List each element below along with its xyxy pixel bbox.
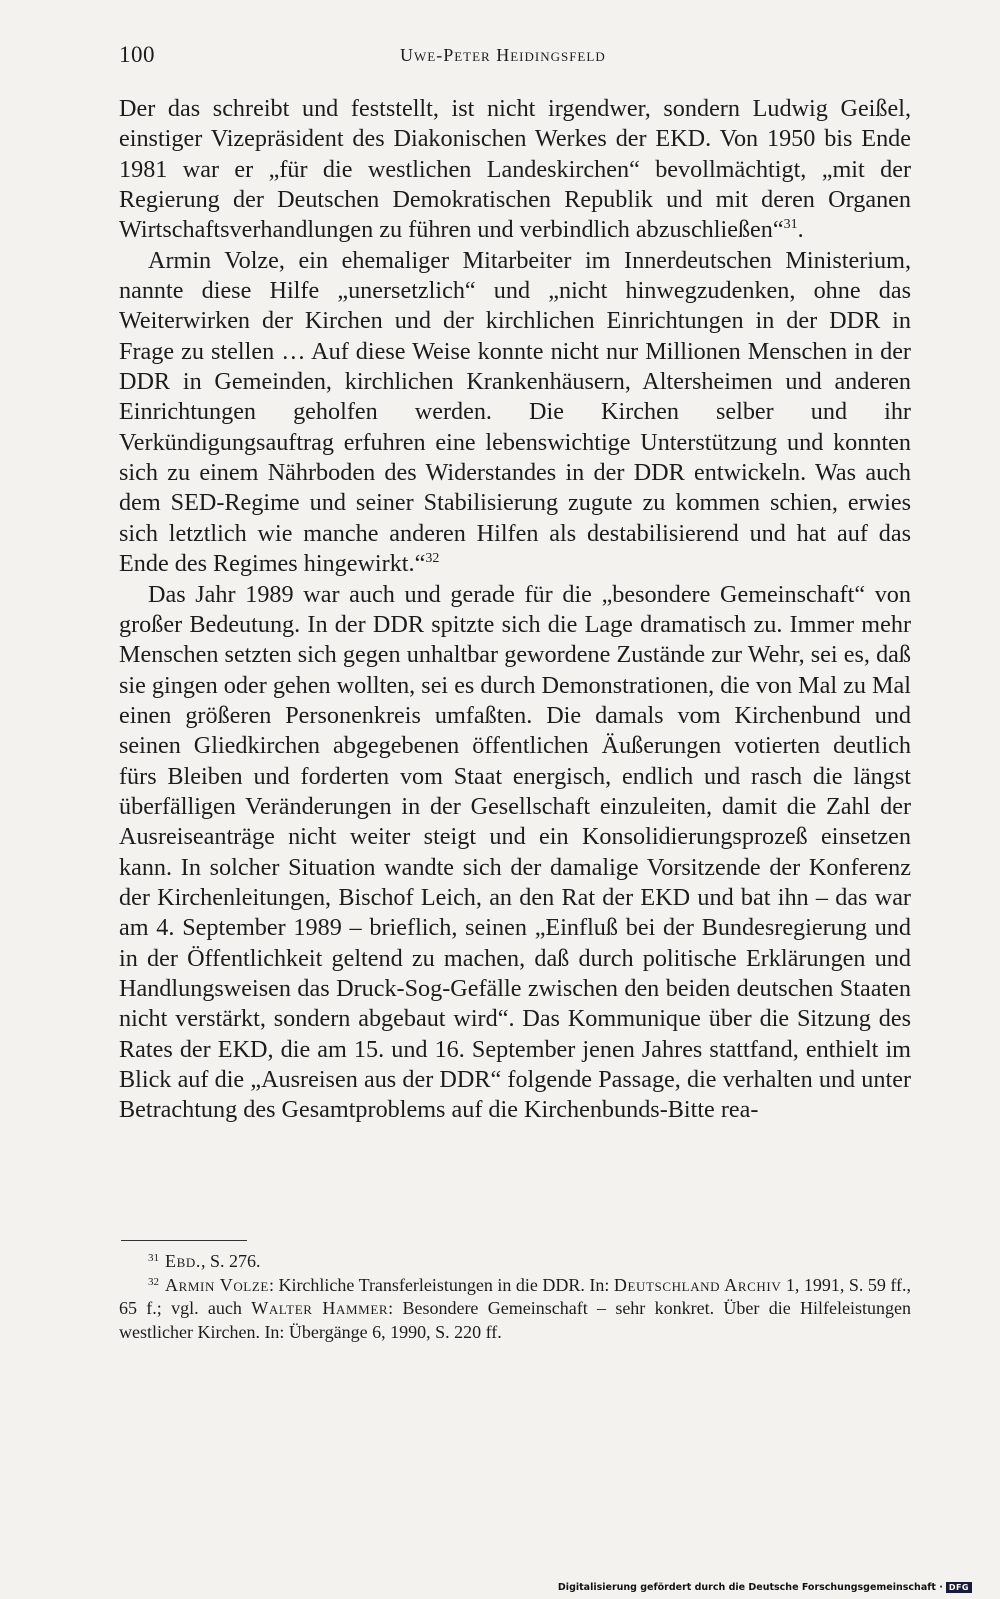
footnote-31 [119,1250,911,1274]
footnote-32-author2: Walter Hammer [251,1298,389,1318]
paragraph-1-text: Der das schreibt und feststellt, ist nicht irgendwer, sondern Ludwig Geißel, einstiger Vizepräsident des Diakonischen Werkes der EKD. Von 1950 bis Ende 1981 war er „für die westlichen Landeskirchen“ bevollmächtigt, „mit der Regierung der Deutschen Demokratischen Republik und mit deren Organen Wirtschaftsverhandlungen zu führen und verbindlich abzuschließen“ [119,95,911,244]
running-head: Uwe-Peter Heidingsfeld [400,45,606,65]
footnote-number: 32 [148,1275,159,1288]
footnote-number: 31 [148,1252,159,1264]
footnote-32-text-c: : Besondere Gemeinschaft – sehr konkret. Über die Hilfeleistungen westlicher Kirchen. In: Übergänge 6, 1990, S. 220 ff. [119,1298,911,1342]
footnote-31-ebd: Ebd. [165,1251,201,1271]
footnote-32 [119,1274,911,1345]
footnote-ref-31[interactable]: 31 [783,217,798,233]
paragraph-3-text: Das Jahr 1989 war auch und gerade für die „besondere Gemeinschaft“ von großer Bedeutung. In der DDR spitzte sich die Lage dramatisch zu. Immer mehr Menschen setzten sich gegen unhaltbar gewordene Zustände zur Wehr, sei es, daß sie gingen oder gehen wollten, sei es durch Demonstrationen, die von Mal zu Mal einen größeren Personenkreis umfaßten. Die damals vom Kirchenbund und seinen Gliedkirchen abgegebenen öffentlichen Äußerungen votierten deutlich fürs Bleiben und forderten vom Staat energisch, endlich und rasch die längst überfälligen Veränderungen in der Gesellschaft einzuleiten, damit die Zahl der Ausreiseanträge nicht weiter steigt und ein Konsolidierungsprozeß einsetzen kann. In solcher Situation wandte sich der damalige Vorsitzende der Konferenz der Kirchenleitungen, Bischof Leich, an den Rat der EKD und bat ihn – das war am 4. September 1989 – brieflich, seinen „Einfluß bei der Bundesregierung und in der Öffentlichkeit geltend zu machen, daß durch politische Erklärungen und Handlungsweisen das Druck-Sog-Gefälle zwischen den beiden deutschen Staaten nicht verstärkt, sondern abgebaut wird“. Das Kommunique über die Sitzung des Rates der EKD, die am 15. und 16. September jenen Jahres stattfand, enthielt im Blick auf die „Ausreisen aus der DDR“ folgende Passage, die verhalten und unter Betrachtung des Gesamtproblems auf die Kirchenbunds-Bitte rea- [119,580,911,1124]
footnote-ref-32[interactable]: 32 [425,551,440,567]
footnote-32-text-a: : Kirchliche Transferleistungen in die DDR. In: [268,1274,614,1295]
paragraph-1-end: . [797,216,804,244]
digitization-note: Digitalisierung gefördert durch die Deutsche Forschungsgemeinschaft · [557,1582,943,1593]
paragraph-1 [119,94,911,246]
footnote-32-journal: Deutschland Archiv [613,1274,782,1295]
footnote-divider [121,1240,247,1241]
main-text [119,94,911,1126]
footnote-32-author: Armin Volze [165,1274,269,1295]
digitization-footer [558,1582,972,1593]
paragraph-2 [119,246,911,580]
page-number: 100 [119,42,155,67]
footnote-31-text: , S. 276. [200,1251,261,1271]
footnotes [119,1250,911,1344]
paragraph-3 [119,580,911,1126]
paragraph-2-text: Armin Volze, ein ehemaliger Mitarbeiter im Innerdeutschen Ministerium, nannte diese Hilfe „unersetzlich“ und „nicht hinwegzudenken, ohne das Weiterwirken der Kirchen und der kirchlichen Einrichtungen in der DDR in Frage zu stellen … Auf diese Weise konnte nicht nur Millionen Menschen in der DDR in Gemeinden, kirchlichen Krankenhäusern, Altersheimen und anderen Einrichtungen geholfen werden. Die Kirchen selber und ihr Verkündigungsauftrag erfuhren eine lebenswichtige Unterstützung und konnten sich zu einem Nährboden des Widerstandes in der DDR entwickeln. Was auch dem SED-Regime und seiner Stabilisierung zugute zu kommen schien, erwies sich letztlich wie manche anderen Hilfen als destabilisierend und hat auf das Ende des Regimes hingewirkt.“ [119,246,911,578]
dfg-logo: DFG [946,1582,972,1593]
footnote-32-text-b: 1, 1991, S. 59 ff., 65 f.; vgl. auch [119,1274,911,1318]
